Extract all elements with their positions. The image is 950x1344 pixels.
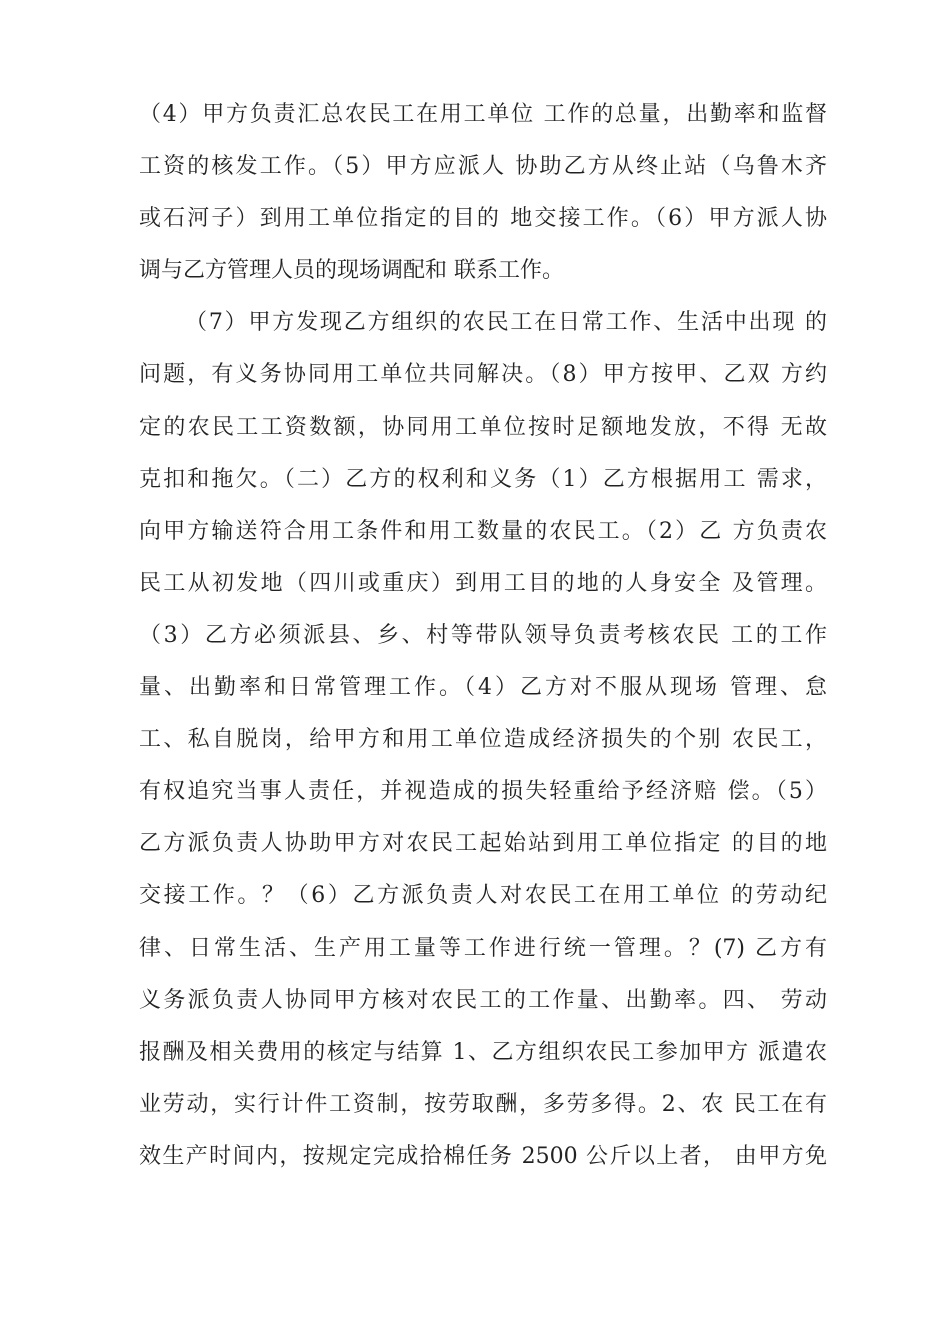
- text-line: 民工从初发地（四川或重庆）到用工目的地的人身安全 及管理。: [139, 570, 827, 596]
- text-line: 义务派负责人协同甲方核对农民工的工作量、出勤率。四、 劳动: [139, 987, 827, 1013]
- text-line: 报酬及相关费用的核定与结算 1、乙方组织农民工参加甲方 派遣农: [139, 1039, 827, 1065]
- text-line: （3）乙方必须派县、乡、村等带队领导负责考核农民 工的工作: [139, 622, 827, 648]
- text-line: 业劳动，实行计件工资制，按劳取酬，多劳多得。2、农 民工在有: [139, 1091, 827, 1117]
- text-line: 或石河子）到用工单位指定的目的 地交接工作。（6）甲方派人协: [139, 206, 827, 232]
- text-line: （4）甲方负责汇总农民工在用工单位 工作的总量，出勤率和监督: [139, 102, 827, 127]
- text-line: 向甲方输送符合用工条件和用工数量的农民工。（2）乙 方负责农: [139, 518, 827, 544]
- text-line: 乙方派负责人协助甲方对农民工起始站到用工单位指定 的目的地: [139, 831, 827, 857]
- text-line: 问题，有义务协同用工单位共同解决。（8）甲方按甲、乙双 方约: [139, 362, 827, 388]
- text-line: 律、日常生活、生产用工量等工作进行统一管理。？(7) 乙方有: [139, 935, 827, 961]
- text-line: 效生产时间内，按规定完成拾棉任务 2500 公斤以上者， 由甲方免: [139, 1143, 827, 1169]
- text-line: 克扣和拖欠。（二）乙方的权利和义务（1）乙方根据用工 需求，: [139, 466, 827, 492]
- text-line: 有权追究当事人责任，并视造成的损失轻重给予经济赔 偿。（5）: [139, 779, 827, 805]
- text-line: （7）甲方发现乙方组织的农民工在日常工作、生活中出现 的: [185, 310, 827, 336]
- text-line: 定的农民工工资数额，协同用工单位按时足额地发放，不得 无故: [139, 414, 827, 440]
- text-line: 工、私自脱岗，给甲方和用工单位造成经济损失的个别 农民工，: [139, 727, 827, 753]
- body-text: [139, 96, 827, 1190]
- text-line: 交接工作。？（6）乙方派负责人对农民工在用工单位 的劳动纪: [139, 883, 827, 909]
- text-line: 量、出勤率和日常管理工作。（4）乙方对不服从现场 管理、怠: [139, 675, 827, 701]
- text-line: 工资的核发工作。（5）甲方应派人 协助乙方从终止站（乌鲁木齐: [139, 154, 827, 180]
- text-line: 调与乙方管理人员的现场调配和 联系工作。: [139, 258, 564, 284]
